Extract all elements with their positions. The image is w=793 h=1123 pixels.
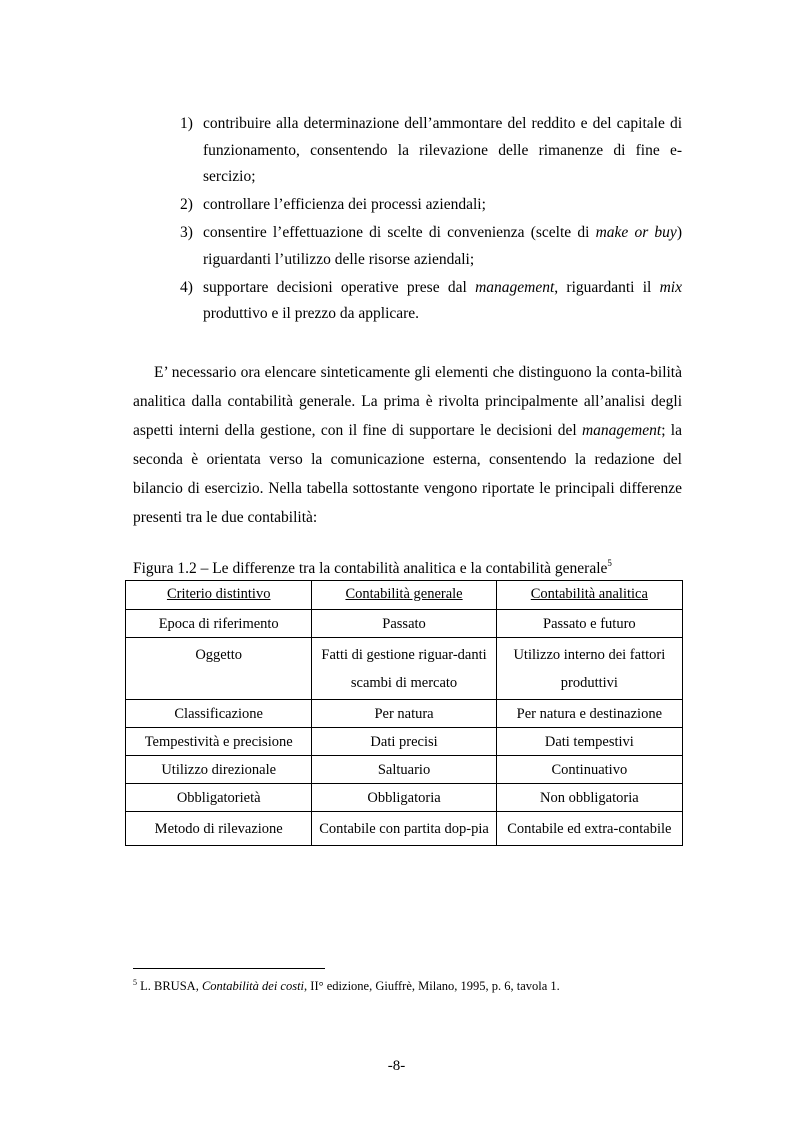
table-row [126,784,683,812]
table-cell: Obbligatorietà [126,784,312,812]
table-row [126,812,683,846]
text-run: controllare l’efficienza dei processi aziendali; [203,196,486,213]
footnote-number: 5 [133,978,137,987]
text-run: supportare decisioni operative prese dal [203,278,476,296]
footnote-separator [133,968,325,969]
body-paragraph [133,358,682,532]
table-cell: Contabile con partita dop-pia [312,812,496,846]
table-cell: Fatti di gestione riguar-danti scambi di mercato [312,638,496,700]
table-cell: Epoca di riferimento [126,610,312,638]
text-run: produttivo e il prezzo da applicare. [203,305,420,322]
list-item-text [203,279,682,323]
text-run: contribuire alla determinazione dell’ammontare del reddito e del capitale di funzionamento, consentendo la rilevazione delle rimanenze di fine e-sercizio; [203,115,682,185]
table-header-cell [126,581,312,610]
list-item-number: 1) [180,115,193,132]
list-item [180,220,682,273]
table-cell: Utilizzo direzionale [126,756,312,784]
table-cell: Tempestività e precisione [126,728,312,756]
list-item-number: 4) [180,278,193,296]
header-text: Criterio distintivo [166,586,271,602]
table-cell: Non obbligatoria [496,784,682,812]
table-cell: Continuativo [496,756,682,784]
footnote-reference: 5 [607,558,612,568]
table-header-cell [496,581,682,610]
table-row [126,756,683,784]
table-row [126,610,683,638]
header-text: Contabilità generale [345,586,463,602]
list-item [180,275,682,328]
list-item-text [203,224,682,268]
table-cell: Per natura e destinazione [496,700,682,728]
differences-table [125,580,683,846]
italic-term: mix [659,278,682,296]
table-cell: Metodo di rilevazione [126,812,312,846]
table-cell: Passato [312,610,496,638]
list-item-number: 2) [180,196,193,213]
table-header-cell [312,581,496,610]
italic-term: make or buy [595,224,677,241]
list-item-number: 3) [180,224,193,241]
table-cell: Dati precisi [312,728,496,756]
list-item [180,192,682,219]
table-cell: Utilizzo interno dei fattori produttivi [496,638,682,700]
text-run: ; la seconda è orientata verso la comunicazione esterna, consentendo la redazione del bilancio di esercizio. Nella tabella sottostante vengono riportate le principali differenze presenti tra le due contabilità: [133,422,682,526]
italic-term: management [581,422,662,439]
footnote-author: L. BRUSA, [137,979,202,993]
footnote [133,975,560,994]
objectives-list [180,111,682,329]
table-row [126,638,683,700]
table-cell: Classificazione [126,700,312,728]
text-run: ) riguardanti l’utilizzo delle risorse aziendali; [203,224,682,268]
list-item-text [203,115,682,185]
table-cell: Contabile ed extra-contabile [496,812,682,846]
table-row [126,700,683,728]
italic-term: management [475,278,555,296]
table-header-row [126,581,683,610]
list-item-text [203,196,486,213]
table-row [126,728,683,756]
caption-text: Figura 1.2 – Le differenze tra la contabilità analitica e la contabilità generale [133,560,608,577]
page-number: -8- [387,1058,406,1074]
text-run: , riguardanti il [554,278,660,296]
table-cell: Passato e futuro [496,610,682,638]
text-run: E’ necessario ora elencare sinteticamente gli elementi che distinguono la conta-bilità analitica dalla contabilità generale. La prima è rivolta principalmente all’analisi degli aspetti interni della gestione, con il fine di supportare le decisioni del [133,364,682,439]
table-cell: Obbligatoria [312,784,496,812]
footnote-details: , II° edizione, Giuffrè, Milano, 1995, p. 6, tavola 1. [304,979,560,993]
table-cell: Per natura [312,700,496,728]
table-cell: Oggetto [126,638,312,700]
footnote-title: Contabilità dei costi [201,979,305,993]
table-cell: Dati tempestivi [496,728,682,756]
table-cell: Saltuario [312,756,496,784]
figure-caption [133,553,612,579]
list-item [180,111,682,191]
text-run: consentire l’effettuazione di scelte di convenienza (scelte di [203,224,596,241]
header-text: Contabilità analitica [530,586,648,602]
